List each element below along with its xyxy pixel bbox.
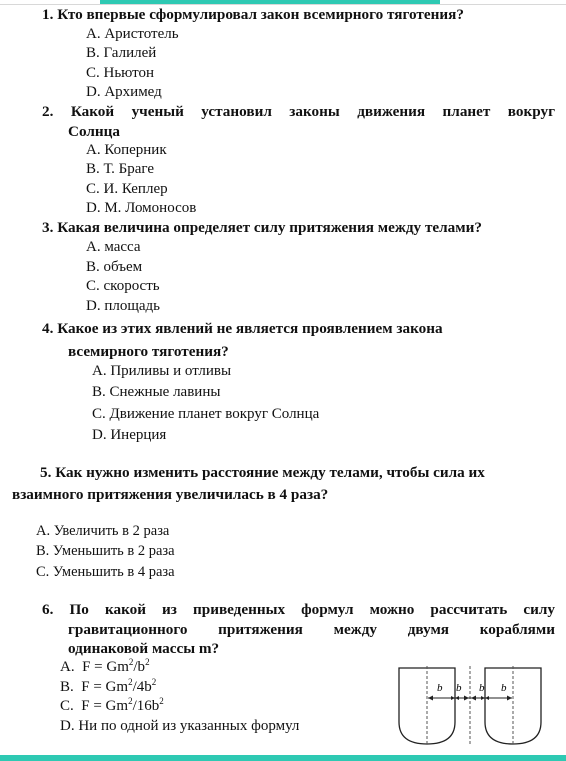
q6-option-d[interactable]: D. Ни по одной из указанных формул	[60, 718, 300, 734]
question-6-line-3: одинаковой массы m?	[68, 640, 220, 657]
figure-label-b-4: b	[501, 682, 507, 694]
q2-option-b[interactable]: B. Т. Браге	[86, 161, 155, 177]
question-2	[42, 102, 555, 141]
q5-option-a[interactable]: A. Увеличить в 2 раза	[36, 523, 170, 539]
q4-option-d[interactable]: D. Инерция	[92, 427, 167, 443]
question-1: 1. Кто впервые сформулировал закон всемирного тяготения?	[42, 6, 464, 23]
question-4-line-1: 4. Какое из этих явлений не является проявлением закона	[42, 320, 443, 337]
q3-option-d[interactable]: D. площадь	[86, 298, 161, 314]
bottom-highlight-strip	[0, 755, 566, 761]
question-6	[42, 600, 555, 659]
question-6-line-2: гравитационного притяжения между двумя кораблями	[68, 620, 555, 638]
q5-option-c[interactable]: C. Уменьшить в 4 раза	[36, 564, 175, 580]
q1-option-a[interactable]: A. Аристотель	[86, 26, 179, 42]
q3-option-b[interactable]: B. объем	[86, 259, 143, 275]
q2-option-d[interactable]: D. М. Ломоносов	[86, 200, 197, 216]
figure-label-b-3: b	[479, 682, 485, 694]
q2-option-c[interactable]: C. И. Кеплер	[86, 181, 168, 197]
q4-option-c[interactable]: C. Движение планет вокруг Солнца	[92, 406, 320, 422]
question-4	[42, 319, 443, 361]
question-5-line-1: 5. Как нужно изменить расстояние между телами, чтобы сила их	[40, 464, 485, 481]
question-6-line-1: 6. По какой из приведенных формул можно рассчитать силу	[42, 601, 555, 618]
two-ships-figure	[393, 662, 553, 748]
q4-option-b[interactable]: B. Снежные лавины	[92, 384, 221, 400]
q4-option-a[interactable]: A. Приливы и отливы	[92, 363, 232, 379]
question-5	[12, 463, 558, 504]
q2-option-a[interactable]: A. Коперник	[86, 142, 167, 158]
question-2-line-1: 2. Какой ученый установил законы движения планет вокруг	[42, 103, 555, 120]
q1-option-b[interactable]: B. Галилей	[86, 45, 157, 61]
question-5-line-2: взаимного притяжения увеличилась в 4 раза?	[12, 485, 329, 503]
figure-label-b-2: b	[456, 682, 462, 694]
q3-option-c[interactable]: C. скорость	[86, 278, 160, 294]
q6-option-c[interactable]: C. $F = Gm^2/16b^2$	[60, 696, 164, 714]
q5-option-b[interactable]: B. Уменьшить в 2 раза	[36, 543, 175, 559]
question-2-line-2: Солнца	[68, 122, 120, 140]
q6-option-a[interactable]: A. $F = Gm^2/b^2$	[60, 657, 150, 675]
q3-option-a[interactable]: A. масса	[86, 239, 141, 255]
figure-label-b-1: b	[437, 682, 443, 694]
top-highlight-strip	[100, 0, 440, 4]
question-3: 3. Какая величина определяет силу притяжения между телами?	[42, 219, 482, 236]
q1-option-d[interactable]: D. Архимед	[86, 84, 162, 100]
question-4-line-2: всемирного тяготения?	[68, 342, 229, 360]
q1-option-c[interactable]: C. Ньютон	[86, 65, 155, 81]
q6-option-b[interactable]: B. $F = Gm^2/4b^2$	[60, 677, 157, 695]
